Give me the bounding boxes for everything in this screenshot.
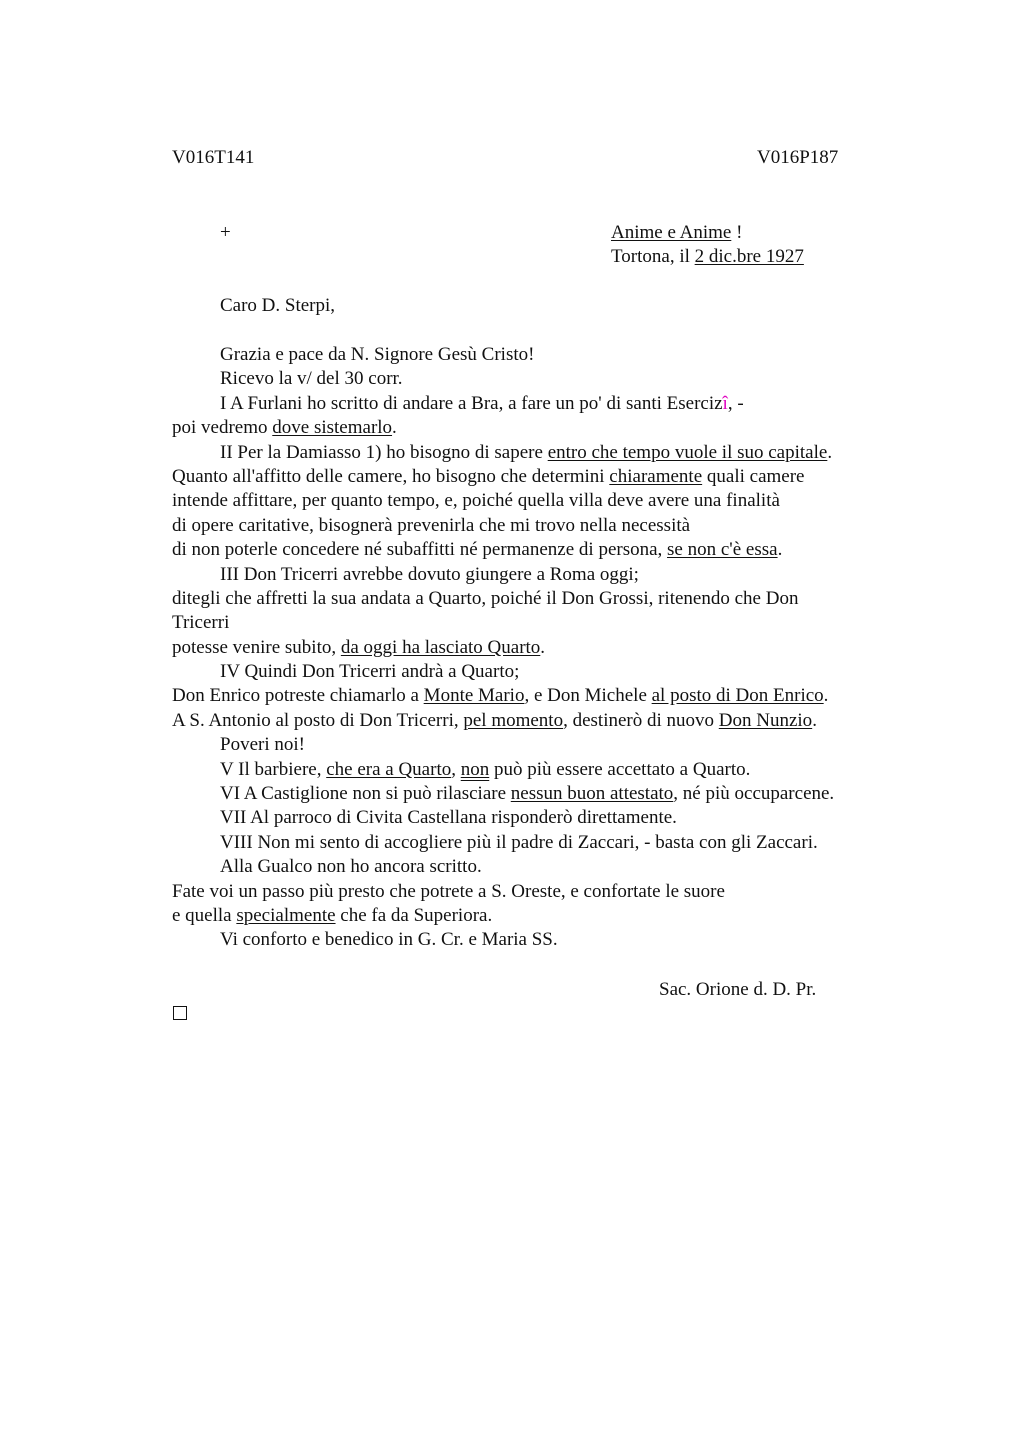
doc-code-right: V016P187 [757,147,839,168]
point-3-line-3: Tricerri [172,612,230,634]
point-4: IV Quindi Don Tricerri andrà a Quarto; [220,661,520,683]
ricevo-line: Ricevo la v/ del 30 corr. [220,368,403,390]
point-4-line-4: Poveri noi! [220,734,305,756]
motto-text: Anime e Anime [611,222,732,243]
point-3: III Don Tricerri avrebbe dovuto giungere a Roma oggi; [220,563,639,585]
point-2: II Per la Damiasso 1) ho bisogno di sapere entro che tempo vuole il suo capitale. [220,441,833,463]
greeting: Grazia e pace da N. Signore Gesù Cristo! [220,344,535,365]
point-7: VII Al parroco di Civita Castellana risponderò direttamente. [220,807,677,829]
cross-mark: + [220,222,231,243]
motto: Anime e Anime ! [611,222,743,243]
point-8: VIII Non mi sento di accogliere più il padre di Zaccari, - basta con gli Zaccari. [220,831,818,853]
doc-code-left: V016T141 [172,147,255,168]
point-1-cont: poi vedremo dove sistemarlo. [172,417,397,439]
point-9: Alla Gualco non ho ancora scritto. [220,856,482,878]
point-3-line-4: potesse venire subito, da oggi ha lasciato Quarto. [172,636,546,658]
closing: Vi conforto e benedico in G. Cr. e Maria SS. [220,929,558,951]
point-4-line-2: Don Enrico potreste chiamarlo a Monte Mario, e Don Michele al posto di Don Enrico. [172,685,829,707]
point-9-line-2: Fate voi un passo più presto che potrete a S. Oreste, e confortate le suore [172,880,725,902]
point-2-line-3: intende affittare, per quanto tempo, e, poiché quella villa deve avere una finalità [172,490,780,512]
highlighted-character: î [722,392,728,414]
point-2-line-4: di opere caritative, bisognerà prevenirla che mi trovo nella necessità [172,514,691,536]
signature: Sac. Orione d. D. Pr. [659,979,817,1000]
point-5: V Il barbiere, che era a Quarto, non può più essere accettato a Quarto. [220,758,751,780]
letter-body [172,343,912,953]
point-4-line-3: A S. Antonio al posto di Don Tricerri, pel momento, destinerò di nuovo Don Nunzio. [172,709,817,731]
point-3-line-2: ditegli che affretti la sua andata a Quarto, poiché il Don Grossi, ritenendo che Don [172,587,799,609]
point-2-line-5: di non poterle concedere né subaffitti né permanenze di persona, se non c'è essa. [172,539,783,561]
point-1: I A Furlani ho scritto di andare a Bra, a fare un po' di santi Esercizî, - [220,392,744,414]
point-2-line-2: Quanto all'affitto delle camere, ho bisogno che determini chiaramente quali camere [172,465,805,487]
checkbox-square-icon [173,1006,187,1020]
letter-date: 2 dic.bre 1927 [694,246,804,267]
salutation: Caro D. Sterpi, [220,295,336,316]
point-9-line-3: e quella specialmente che fa da Superiora. [172,904,493,926]
place-date: Tortona, il 2 dic.bre 1927 [611,246,804,267]
point-6: VI A Castiglione non si può rilasciare nessun buon attestato, né più occuparcene. [220,783,835,805]
